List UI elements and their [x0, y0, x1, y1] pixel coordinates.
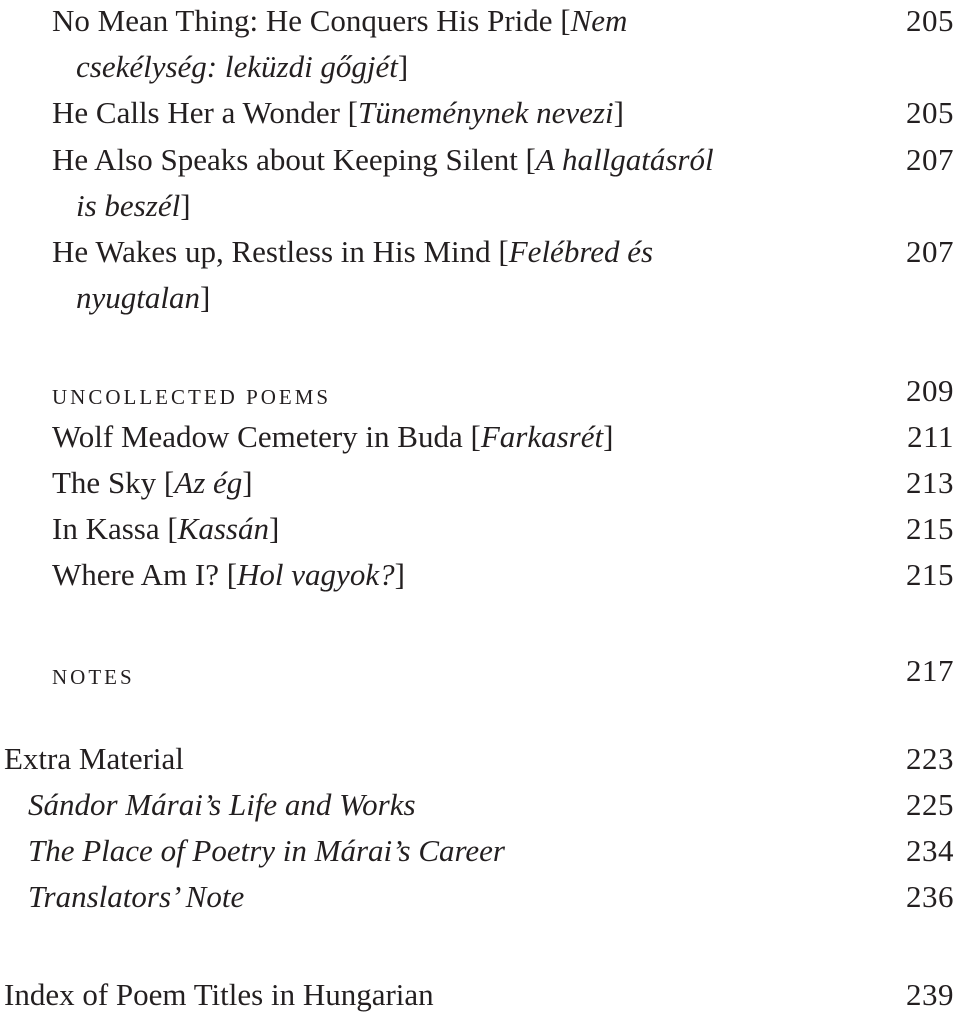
section-heading-page: 239: [906, 977, 954, 1012]
toc-entry-title: Translators’ Note: [28, 879, 245, 914]
toc-entry-page: 236: [906, 879, 954, 914]
toc-entry-page: 225: [906, 787, 954, 822]
toc-entry-page: 207: [906, 142, 954, 177]
toc-entry-title: The Sky [Az ég]: [52, 465, 253, 500]
section-heading-title: Index of Poem Titles in Hungarian: [4, 977, 434, 1012]
toc-entry-title: In Kassa [Kassán]: [52, 511, 280, 546]
toc-entry-title: No Mean Thing: He Conquers His Pride [Nem: [52, 3, 628, 38]
toc-entry-page: 215: [906, 557, 954, 592]
section-heading-page: 209: [906, 373, 954, 408]
toc-entry-page: 205: [906, 3, 954, 38]
toc-entry-page: 213: [906, 465, 954, 500]
toc-entry-page: 234: [906, 833, 954, 868]
toc-entry-page: 215: [906, 511, 954, 546]
toc-entry-page: 207: [906, 234, 954, 269]
section-heading-title: Extra Material: [4, 741, 184, 776]
section-heading-title: UNCOLLECTED POEMS: [52, 385, 332, 409]
toc-page: No Mean Thing: He Conquers His Pride [Nem 205 csekélység: leküzdi gőgjét] He Calls Her a Wonder [Tüneménynek nevezi] 205 He Also Speaks about Keeping Silent [A hallgatásról 207 is beszél] He Wakes up, Restless in His Mind [Felébred és 207 nyugtalan] UNCOLLECTED POEMS 209 Wolf Meadow Cemetery in Buda [Farkasrét] 211 The Sky [Az ég] 213 In Kassa [Kassán] 215 Where Am I? [Hol vagyok?] 215 NOTES 217 Extra Material 223 Sándor Márai’s Life and Works 225 The Place of Poetry in Márai’s Career 234 Translators’ Note 236 Index of Poem Titles in Hungarian 239: [4, 3, 954, 1012]
toc-entry-title: Wolf Meadow Cemetery in Buda [Farkasrét]: [52, 419, 614, 454]
toc-entry-title: He Calls Her a Wonder [Tüneménynek nevezi]: [52, 95, 624, 130]
toc-entry-title: Sándor Márai’s Life and Works: [28, 787, 416, 822]
toc-entry-title: He Also Speaks about Keeping Silent [A hallgatásról: [52, 142, 714, 177]
toc-entry-page: 211: [907, 419, 954, 454]
toc-entry-title: The Place of Poetry in Márai’s Career: [28, 833, 505, 868]
section-heading-title: NOTES: [52, 665, 135, 689]
toc-entry-title: He Wakes up, Restless in His Mind [Felébred és: [52, 234, 654, 269]
section-heading-page: 217: [906, 653, 954, 688]
section-heading-page: 223: [906, 741, 954, 776]
toc-entry-page: 205: [906, 95, 954, 130]
toc-entry-title: Where Am I? [Hol vagyok?]: [52, 557, 405, 592]
